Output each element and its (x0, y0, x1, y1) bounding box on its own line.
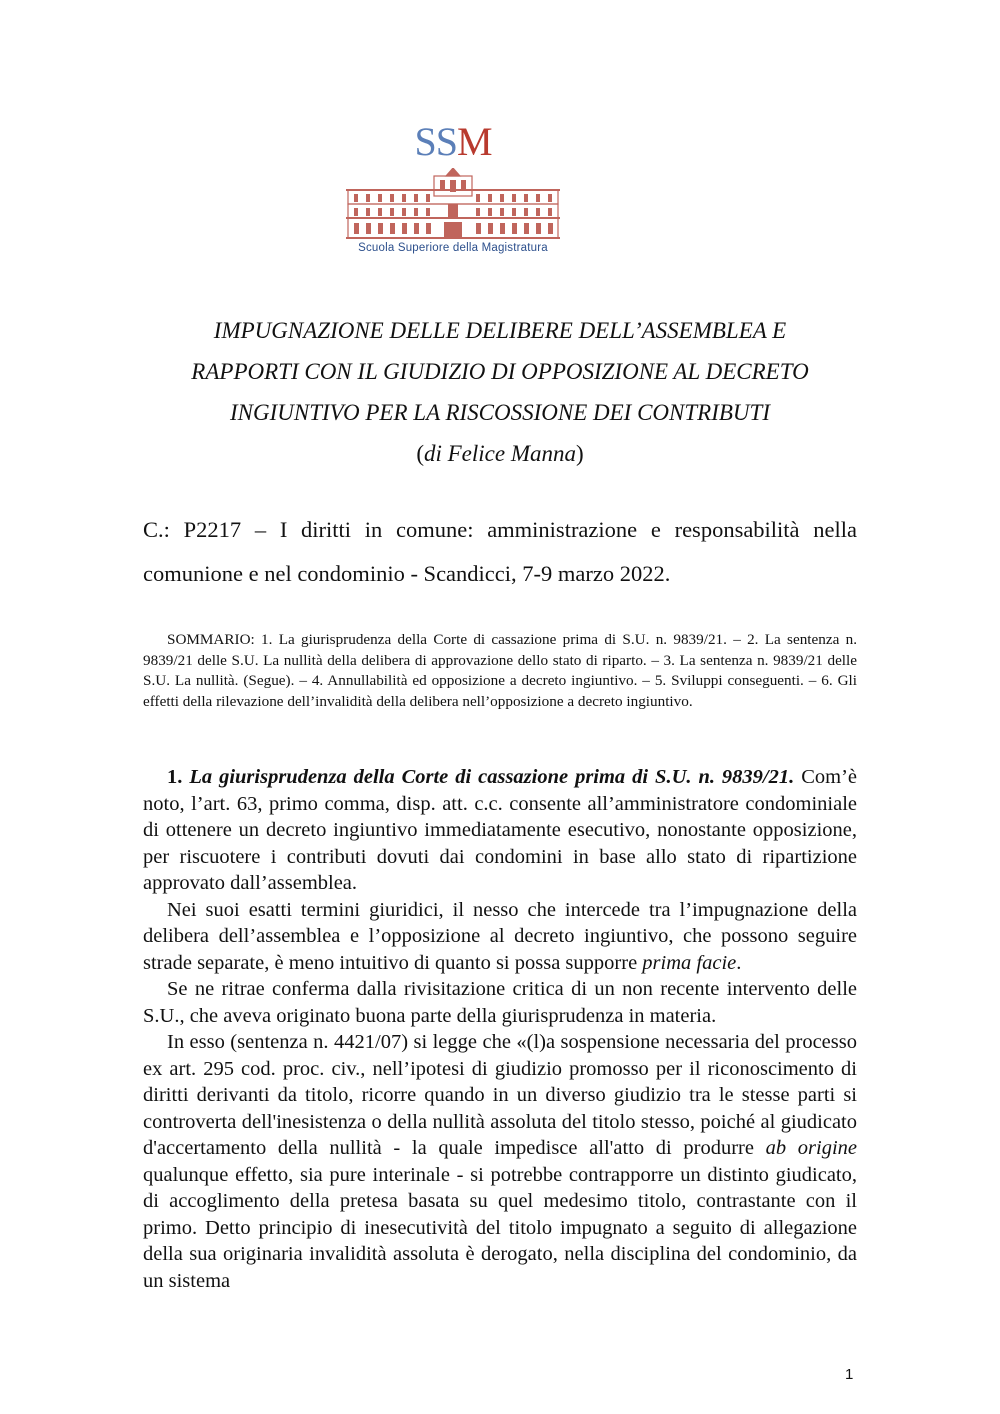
author: (di Felice Manna) (416, 441, 584, 466)
palace-building-icon (346, 168, 560, 240)
title-line-3: INGIUNTIVO PER LA RISCOSSIONE DEI CONTRIBUTI (229, 400, 770, 425)
title-line-1: IMPUGNAZIONE DELLE DELIBERE DELL’ASSEMBLEA E (213, 318, 787, 343)
ssm-wordmark: SSM (414, 119, 492, 164)
document-title (120, 310, 880, 474)
section-1-paragraph-3: Se ne ritrae conferma dalla rivisitazione critica di un non recente intervento delle S.U., che aveva originato buona parte della giurisprudenza in materia. (143, 978, 857, 1027)
school-name: Scuola Superiore della Magistratura (358, 242, 548, 254)
section-heading: La giurisprudenza della Corte di cassazione prima di S.U. n. 9839/21. (189, 766, 795, 788)
section-number: 1. (167, 766, 183, 788)
section-1-paragraph-4: In esso (sentenza n. 4421/07) si legge che «(l)a sospensione necessaria del processo ex art. 295 cod. proc. civ., nell’ipotesi di giudizio promosso per il riconoscimento di diritti derivanti da titolo, ricorre quando in un diverso giudizio tra le stesse parti si controverta dell'inesistenza o della nullità assoluta del titolo stesso, poiché al giudicato d'accertamento della nullità - la quale impedisce all'atto di produrre ab origine qualunque effetto, sia pure interinale - si potrebbe contrapporre un distinto giudicato, di accoglimento della pretesa basata su quel medesimo titolo, contrastante con il primo. Detto principio di inesecutività del titolo impugnato a seguito di allegazione della sua originaria invalidità assoluta è derogato, nella disciplina del condominio, da un sistema (143, 1031, 858, 1292)
title-line-2: RAPPORTI CON IL GIUDIZIO DI OPPOSIZIONE AL DECRETO (191, 359, 809, 384)
summary: SOMMARIO: 1. La giurisprudenza della Corte di cassazione prima di S.U. n. 9839/21. – 2. La sentenza n. 9839/21 delle S.U. La nullità della delibera di approvazione dello stato di riparto. – 3. La sentenza n. 9839/21 delle S.U. La nullità. (Segue). – 4. Annullabilità ed opposizione a decreto ingiuntivo. – 5. Sviluppi conseguenti. – 6. Gli effetti della rilevazione dell’invalidità della delibera nell’opposizione a decreto ingiuntivo. (143, 631, 857, 710)
section-1-paragraph-1: 1. La giurisprudenza della Corte di cassazione prima di S.U. n. 9839/21. Com’è noto, l’art. 63, primo comma, disp. att. c.c. consente all’amministratore condominiale di ottenere un decreto ingiuntivo immediatamente esecutivo, nonostante opposizione, per riscuotere i contributi dovuti dai condomini in base allo stato di ripartizione approvato dall’assemblea. (143, 766, 858, 894)
section-1-paragraph-2: Nei suoi esatti termini giuridici, il nesso che intercede tra l’impugnazione della delibera dell’assemblea e l’opposizione al decreto ingiuntivo, che possono seguire strade separate, è meno intuitivo di quanto si possa supporre prima facie. (143, 898, 857, 974)
ssm-logo (344, 120, 562, 260)
course-reference: C.: P2217 – I diritti in comune: amministrazione e responsabilità nella comunione e nel condominio - Scandicci, 7-9 marzo 2022. (143, 517, 857, 586)
section-1 (143, 764, 857, 1294)
page-number: 1 (845, 1366, 854, 1383)
